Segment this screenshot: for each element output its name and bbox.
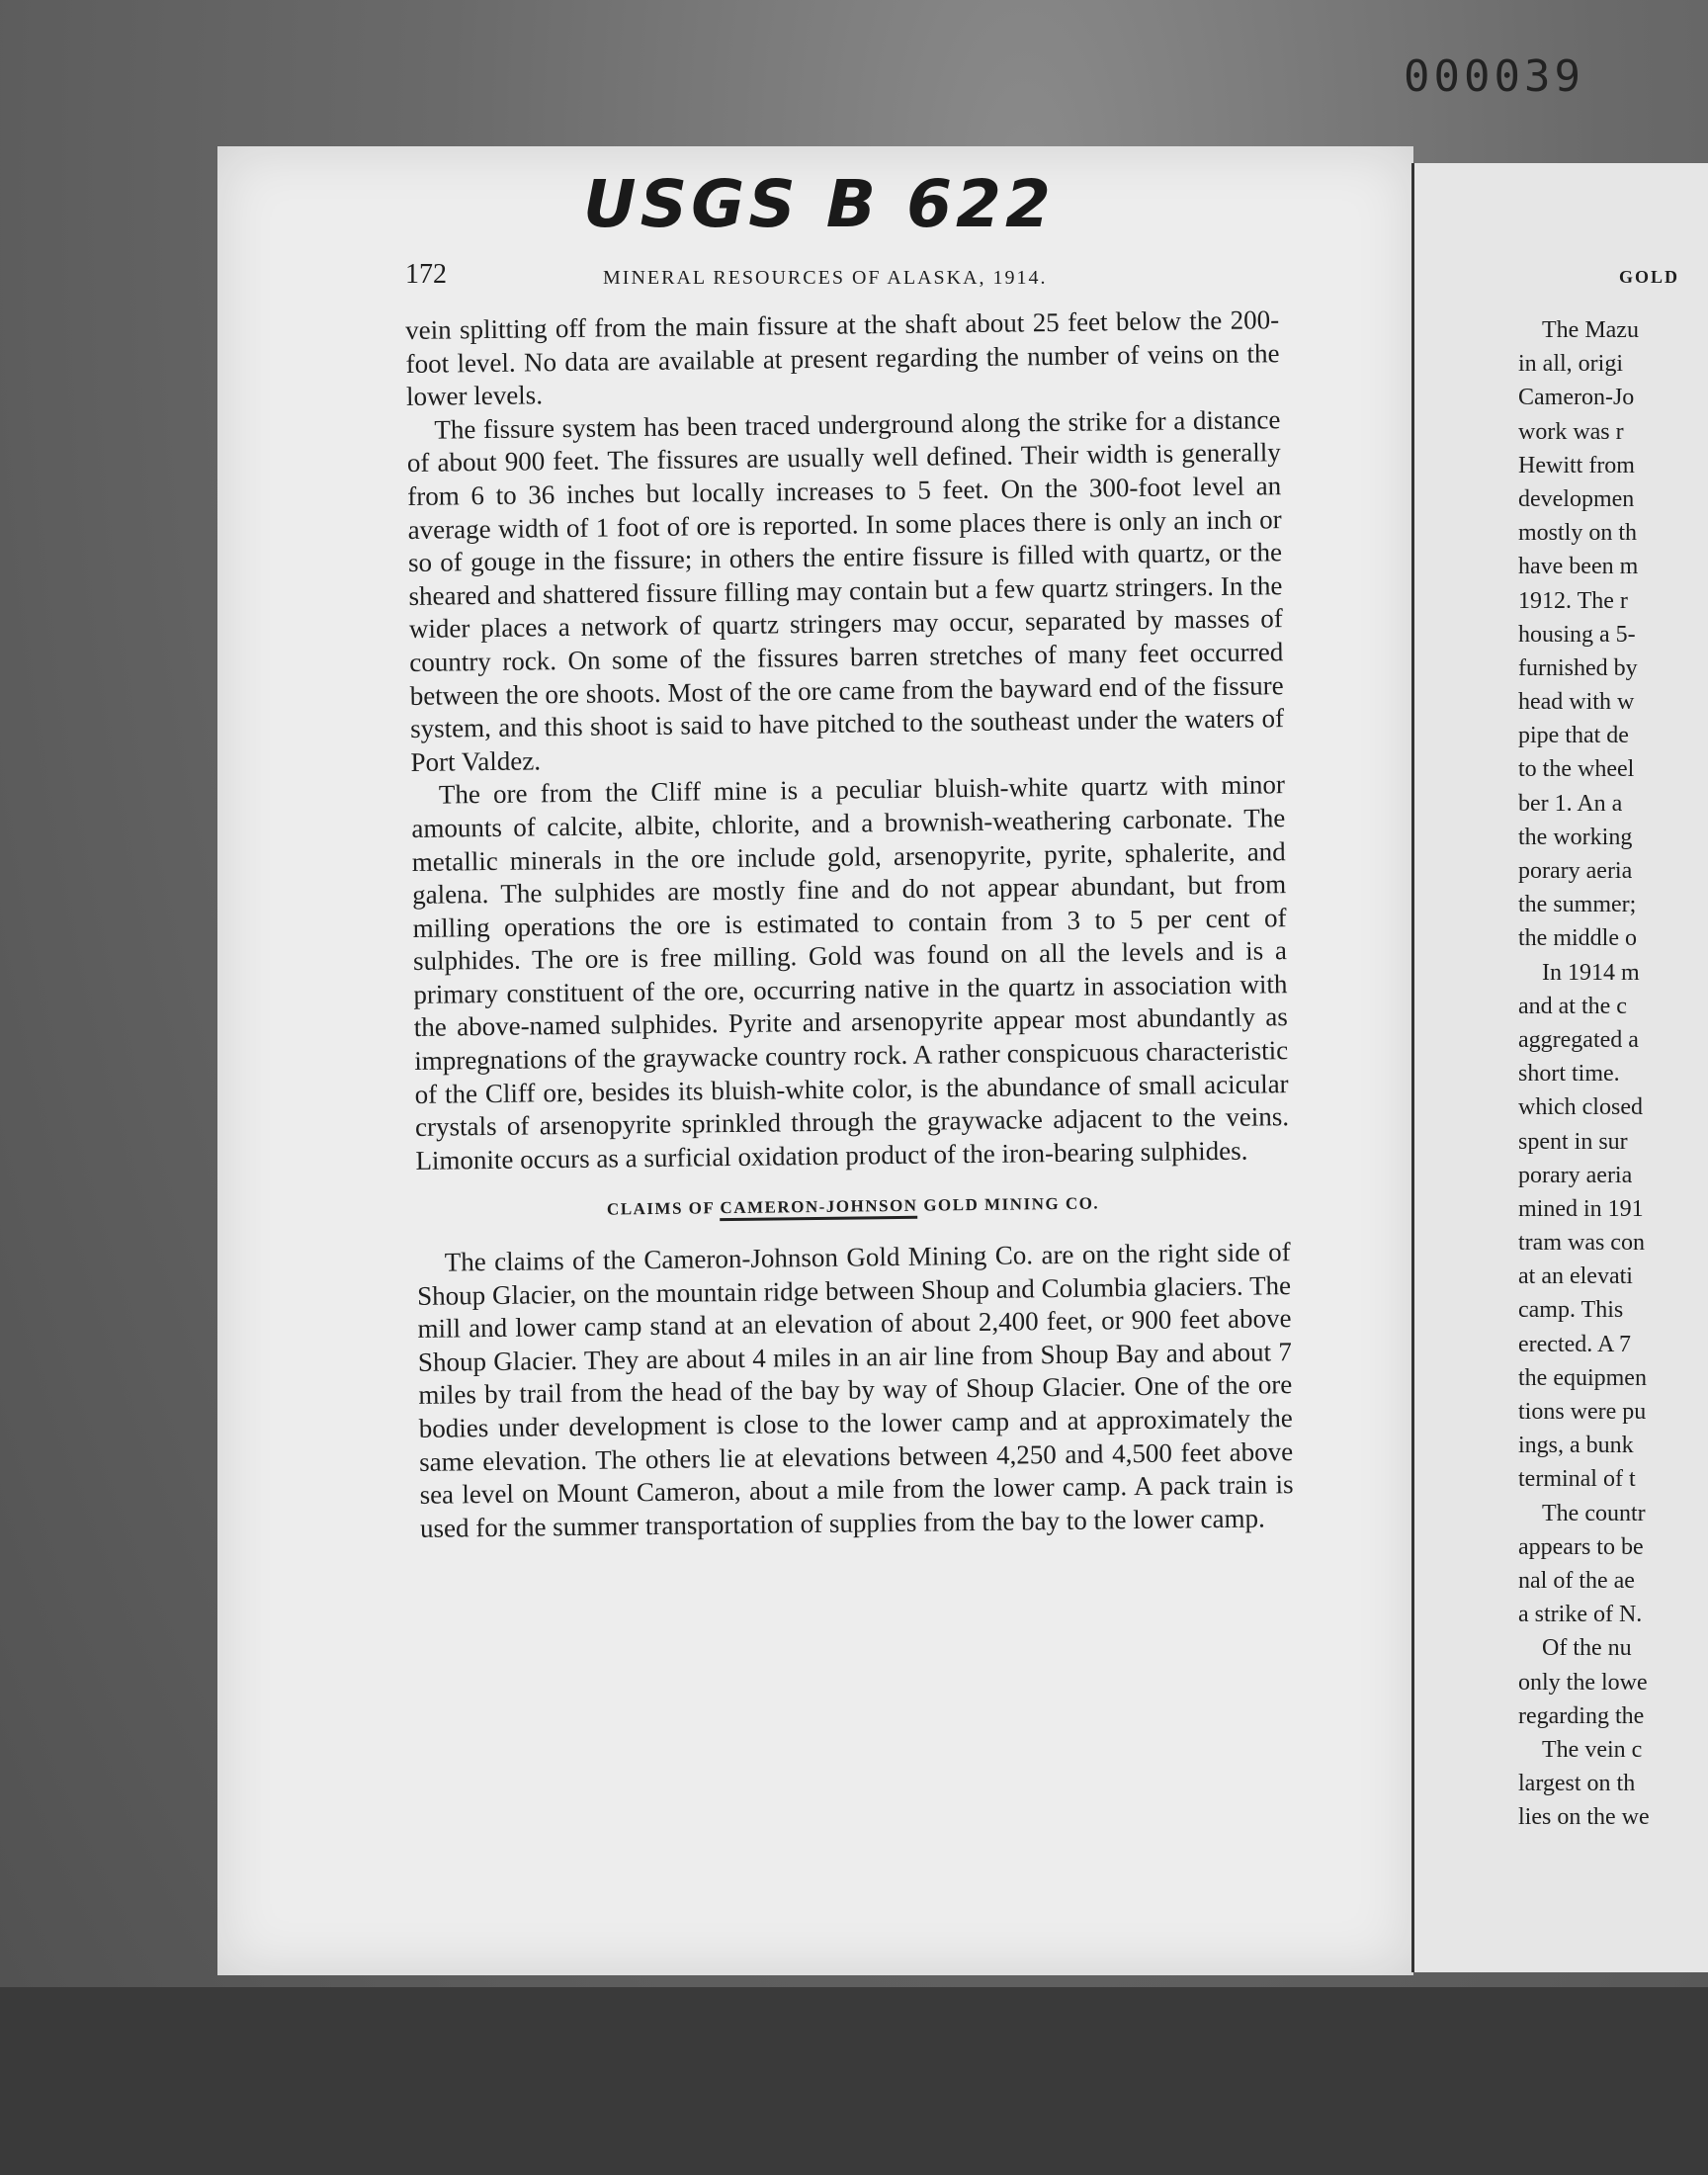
page-header <box>405 259 1285 299</box>
section-heading-underlined: CAMERON-JOHNSON <box>720 1196 917 1221</box>
right-page-line: and at the c <box>1518 993 1627 1019</box>
handwritten-label: USGS B 622 <box>583 166 1055 242</box>
right-page-line: tram was con <box>1518 1230 1645 1257</box>
right-page-line: largest on th <box>1518 1771 1636 1797</box>
right-page-line: ings, a bunk <box>1518 1433 1634 1459</box>
right-page-line: which closed <box>1518 1094 1643 1121</box>
right-page-line: have been m <box>1518 554 1639 580</box>
right-page-line: nal of the ae <box>1518 1567 1635 1594</box>
right-page-line: the middle o <box>1518 925 1637 952</box>
right-page <box>1411 163 1708 1972</box>
right-running-head: GOLD <box>1619 267 1680 287</box>
right-page-line: porary aeria <box>1518 1162 1633 1188</box>
right-page-line: mined in 191 <box>1518 1195 1644 1222</box>
right-page-line: at an elevati <box>1518 1263 1633 1290</box>
right-page-line: head with w <box>1518 689 1635 716</box>
right-page-line: to the wheel <box>1518 756 1635 783</box>
right-page-line: Cameron-Jo <box>1518 385 1635 411</box>
right-page-line: spent in sur <box>1518 1128 1628 1155</box>
right-page-line: lies on the we <box>1518 1804 1650 1831</box>
right-page-line: camp. This <box>1518 1297 1624 1324</box>
right-page-line: housing a 5- <box>1518 621 1636 648</box>
page-number: 172 <box>405 259 447 290</box>
right-page-line: the equipmen <box>1518 1364 1647 1391</box>
right-page-line: in all, origi <box>1518 351 1623 378</box>
right-page-line: a strike of N. <box>1518 1602 1643 1628</box>
right-page-line: The Mazu <box>1518 317 1639 343</box>
scan-bottom-shadow <box>0 1987 1708 2175</box>
right-page-line: short time. <box>1518 1061 1620 1088</box>
right-page-line: regarding the <box>1518 1702 1645 1729</box>
section-heading-prefix: CLAIMS OF <box>606 1198 721 1220</box>
running-head: MINERAL RESOURCES OF ALASKA, 1914. <box>603 267 1048 289</box>
right-page-line: The vein c <box>1518 1736 1643 1763</box>
right-page-line: 1912. The r <box>1518 587 1628 614</box>
paragraph: The claims of the Cameron-Johnson Gold Mining Co. are on the right side of Shoup Glacier, on the mountain ridge between Shoup and Columbia glaciers. The mill and lower camp stand at an elevation of about 2,400 feet, or 900 feet above Shoup Glacier. They are about 4 miles in an air line from Shoup Bay and about 7 miles by trail from the head of the bay by way of Shoup Glacier. One of the ore bodies under development is close to the lower camp and at approximately the same elevation. The others lie at elevations between 4,250 and 4,500 feet above sea level on Mount Cameron, about a mile from the lower camp. A pack train is used for the summer transportation of supplies from the bay to the lower camp. <box>416 1237 1294 1543</box>
right-page-line: appears to be <box>1518 1533 1644 1560</box>
paragraph: The ore from the Cliff mine is a peculiar bluish-white quartz with minor amounts of calcite, albite, chlorite, and a brownish-weathering carbonate. The metallic minerals in the ore include gold, arsenopyrite, pyrite, sphalerite, and galena. The sulphides are mostly fine and do not appear abundant, but from milling operations the ore is estimated to contain from 3 to 5 per cent of sulphides. The ore is free milling. Gold was found on all the levels and is a primary constituent of the ore, occurring native in the quartz in association with the above-named sulphides. Pyrite and arsenopyrite appear most abundantly as impregnations of the graywacke country rock. A rather conspicuous characteristic of the Cliff ore, besides its bluish-white color, is the abundance of small acicular crystals of arsenopyrite sprinkled through the graywacke adjacent to the veins. Limonite occurs as a surficial oxidation product of the iron-bearing sulphides. <box>411 769 1290 1175</box>
right-page-line: tions were pu <box>1518 1399 1647 1425</box>
right-page-line: Hewitt from <box>1518 452 1635 478</box>
document-stamp-number: 000039 <box>1404 51 1584 102</box>
right-page-line: developmen <box>1518 485 1635 512</box>
section-heading <box>416 1185 1290 1229</box>
right-page-line: Of the nu <box>1518 1635 1632 1662</box>
right-page-line: work was r <box>1518 418 1624 445</box>
right-page-line: ber 1. An a <box>1518 790 1623 817</box>
section-heading-suffix: GOLD MINING CO. <box>917 1193 1100 1216</box>
right-page-line: mostly on th <box>1518 520 1638 547</box>
right-page-line: erected. A 7 <box>1518 1331 1631 1357</box>
left-page-body <box>405 304 1294 1545</box>
right-page-line: furnished by <box>1518 654 1638 681</box>
right-page-line: The countr <box>1518 1500 1646 1526</box>
right-page-line: porary aeria <box>1518 858 1633 884</box>
paragraph: vein splitting off from the main fissure at the shaft about 25 feet below the 200-foot level. No data are available at present regarding the number of veins on the lower levels. <box>405 304 1280 412</box>
paragraph: The fissure system has been traced underground along the strike for a distance of about 900 feet. The fissures are usually well defined. Their width is generally from 6 to 36 inches but locally increases to 5 feet. On the 300-foot level an average width of 1 foot of ore is reported. In some places there is only an inch or so of gouge in the fissure; in others the entire fissure is filled with quartz, or the sheared and shattered fissure filling may contain but a few quartz stringers. In the wider places a network of quartz stringers may occur, separated by masses of country rock. On some of the fissures barren stretches of many feet occurred between the ore shoots. Most of the ore came from the bayward end of the fissure system, and this shoot is said to have pitched to the southeast under the waters of Port Valdez. <box>406 403 1285 777</box>
right-page-line: terminal of t <box>1518 1466 1636 1493</box>
right-page-line: the working <box>1518 824 1633 850</box>
right-page-line: the summer; <box>1518 892 1637 918</box>
right-page-line: only the lowe <box>1518 1669 1648 1696</box>
right-page-text <box>1518 313 1708 1834</box>
right-page-line: pipe that de <box>1518 723 1629 749</box>
right-page-line: In 1914 m <box>1518 959 1640 986</box>
right-page-line: aggregated a <box>1518 1026 1639 1053</box>
